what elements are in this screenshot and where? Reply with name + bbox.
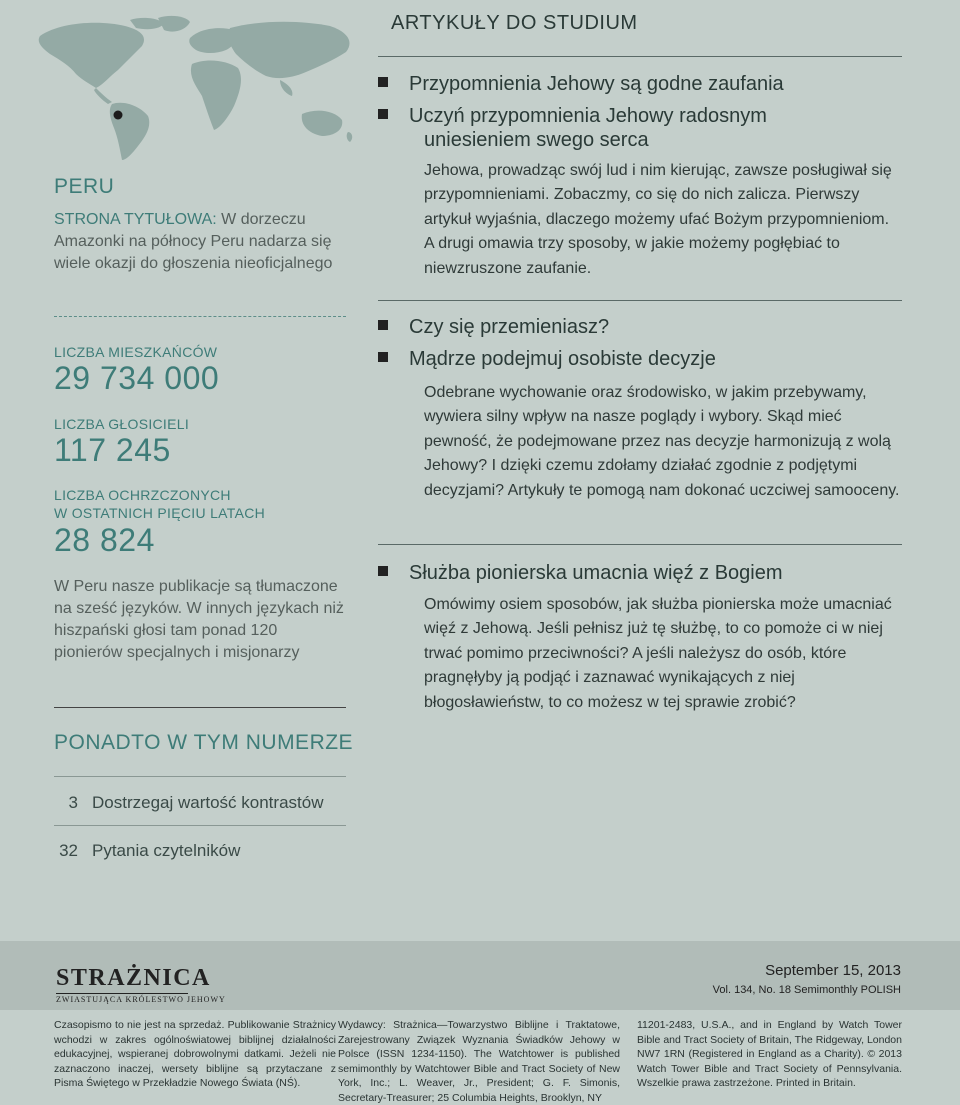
- stat-publishers-value: 117 245: [54, 432, 171, 468]
- article-title[interactable]: Czy się przemieniasz?: [378, 315, 609, 339]
- article-title[interactable]: Uczyń przypomnienia Jehowy radosnym uniesieniem swego serca: [378, 104, 767, 152]
- article-description: Jehowa, prowadząc swój lud i nim kierując, zawsze posługiwał się przypomnieniami. Zobaczmy, co się do nich zalicza. Pierwszy artykuł wyjaśnia, dlaczego możemy ufać Bożym przypomnieniom. A drugi omawia trzy sposoby, w jakie możemy pogłębiać to niewzruszone zaufanie.: [424, 162, 892, 277]
- divider: [378, 544, 902, 545]
- stat-baptized-value: 28 824: [54, 522, 155, 558]
- toc-item[interactable]: [54, 793, 323, 813]
- magazine-logo: [56, 965, 226, 1004]
- cover-description: [54, 209, 344, 275]
- article-title[interactable]: Mądrze podejmuj osobiste decyzje: [378, 347, 716, 371]
- section-title: ARTYKUŁY DO STUDIUM: [391, 12, 638, 34]
- article-description: Odebrane wychowanie oraz środowisko, w jakim przebywamy, wywiera silny wpływ na nasze poglądy i wybory. Skąd mieć pewność, że podejmowane przez nas decyzje harmonizują z wolą Jehowy? I dzięki czemu zdołamy działać zgodnie z podjętymi decyzjami? Artykuły te pomogą nam dokonać uczciwej samooceny.: [424, 384, 900, 499]
- stat-publishers-label: LICZBA GŁOSICIELI: [54, 416, 190, 432]
- bullet-square-icon: [378, 109, 388, 119]
- issue-volume: Vol. 134, No. 18 Semimonthly POLISH: [712, 984, 901, 996]
- bullet-square-icon: [378, 566, 388, 576]
- toc-divider: [54, 825, 346, 826]
- logo-subtitle: ZWIASTUJĄCA KRÓLESTWO JEHOWY: [56, 995, 226, 1004]
- country-title: PERU: [54, 175, 115, 198]
- footer-column-1: Czasopismo to nie jest na sprzedaż. Publikowanie Strażnicy wchodzi w zakres ogólnoświatowej biblijnej działalności edukacyjnej, wspieranej dobrowolnymi datkami. Jeżeli nie zaznaczono inaczej, wersety biblijne są przytaczane z Pisma Świętego w Przekładzie Nowego Świata (NŚ).: [54, 1019, 336, 1089]
- divider: [378, 56, 902, 57]
- article-description: Omówimy osiem sposobów, jak służba pionierska może umacniać więź z Jehową. Jeśli pełnisz już tę służbę, to co pomoże ci w niej trwać pomimo przeciwności? A jeśli należysz do osób, które pragnęłyby ją podjąć i zaznawać wynikających z niej błogosławieństw, to co możesz w tej sprawie zrobić?: [424, 596, 892, 711]
- cover-label: STRONA TYTUŁOWA:: [54, 211, 217, 228]
- bullet-square-icon: [378, 352, 388, 362]
- toc-page-number: 32: [59, 841, 78, 860]
- article-title[interactable]: Służba pionierska umacnia więź z Bogiem: [378, 561, 783, 585]
- article-title[interactable]: Przypomnienia Jehowy są godne zaufania: [378, 72, 784, 96]
- article-title-continued: uniesieniem swego serca: [424, 129, 649, 151]
- bullet-square-icon: [378, 320, 388, 330]
- toc-item[interactable]: [54, 841, 240, 861]
- logo-title: STRAŻNICA: [56, 965, 211, 991]
- stat-population-value: 29 734 000: [54, 360, 220, 396]
- issue-date: September 15, 2013: [765, 962, 901, 979]
- toc-page-number: 3: [68, 793, 78, 812]
- stat-population-label: LICZBA MIESZKAŃCÓW: [54, 344, 218, 360]
- world-map-image: [30, 14, 360, 164]
- footer-column-2: Wydawcy: Strażnica—Towarzystwo Biblijne i Traktatowe, Zarejestrowany Związek Wyznania Świadków Jehowy w Polsce (ISSN 1234-1150). The Watchtower is published semimonthly by Watchtower Bible and Tract Society of New York, Inc.; L. Weaver, Jr., President; G. F. Simonis, Secretary-Treasurer; 25 Columbia Heights, Brooklyn, NY: [338, 1019, 620, 1104]
- stat-baptized-label-line1: LICZBA OCHRZCZONYCH: [54, 487, 231, 503]
- footer-column-3: 11201-2483, U.S.A., and in England by Watch Tower Bible and Tract Society of Britain, The Ridgeway, London NW7 1RN (Registered in England as a Charity). © 2013 Watch Tower Bible and Tract Society of Pennsylvania. Wszelkie prawa zastrzeżone. Printed in Britain.: [637, 1019, 902, 1089]
- dashed-divider: [54, 316, 346, 317]
- toc-title: Dostrzegaj wartość kontrastów: [92, 793, 324, 812]
- stat-baptized-label-line2: W OSTATNICH PIĘCIU LATACH: [54, 505, 266, 521]
- divider: [378, 300, 902, 301]
- cover-text: W dorzeczu Amazonki na północy Peru nadarza się wiele okazji do głoszenia nieoficjalnego: [54, 211, 333, 272]
- divider: [54, 707, 346, 708]
- languages-note: W Peru nasze publikacje są tłumaczone na sześć języków. W innych językach niż hiszpański głosi tam ponad 120 pionierów specjalnych i misjonarzy: [54, 578, 344, 661]
- stat-baptized-label: [54, 486, 265, 522]
- toc-divider: [54, 776, 346, 777]
- bullet-square-icon: [378, 77, 388, 87]
- toc-title: Pytania czytelników: [92, 841, 241, 860]
- more-in-issue-title: PONADTO W TYM NUMERZE: [54, 731, 354, 754]
